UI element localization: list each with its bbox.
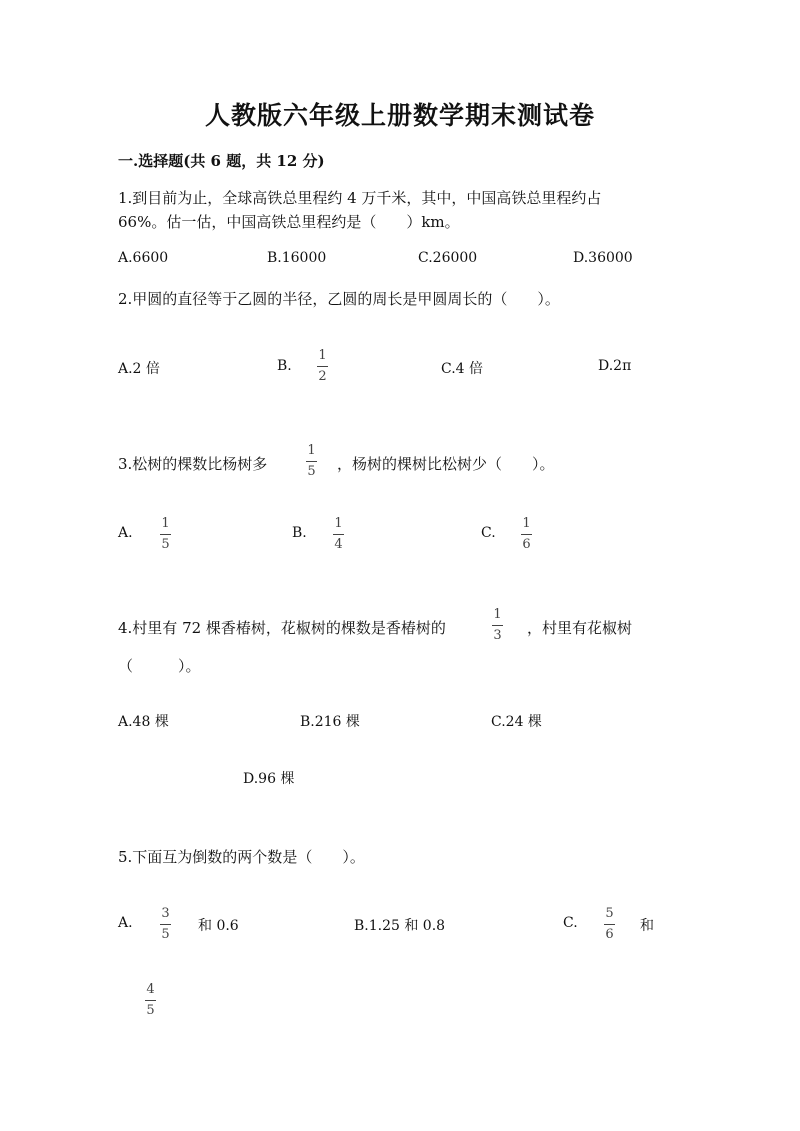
question-2-option-a: A.2 倍 [118, 361, 160, 377]
fraction-numerator: 3 [161, 906, 170, 921]
fraction-denominator: 5 [307, 464, 316, 479]
fraction-numerator: 1 [334, 516, 343, 531]
question-3-fraction [306, 444, 317, 479]
question-5-option-c-fraction [604, 907, 615, 942]
question-3-option-a-fraction [160, 517, 171, 552]
fraction-numerator: 1 [307, 443, 316, 458]
fraction-denominator: 5 [146, 1003, 155, 1018]
fraction-numerator: 1 [318, 348, 327, 363]
fraction-bar [317, 366, 328, 367]
question-4-option-c: C.24 棵 [491, 714, 542, 730]
question-3-option-b-fraction [333, 517, 344, 552]
fraction-denominator: 2 [318, 369, 327, 384]
question-4-option-b: B.216 棵 [300, 714, 360, 730]
question-4-option-a: A.48 棵 [118, 714, 169, 730]
question-5-option-b: B.1.25 和 0.8 [354, 918, 446, 934]
question-2-option-b: B. [277, 358, 292, 374]
question-1-option-b: B.16000 [267, 250, 327, 266]
question-5-option-c: C. [563, 915, 578, 931]
fraction-bar [521, 534, 532, 535]
question-1-option-c: C.26000 [418, 250, 478, 266]
question-4-text-post: ，村里有花椒树 [527, 619, 633, 637]
question-3-option-c: C. [481, 525, 496, 541]
fraction-bar [160, 534, 171, 535]
question-3-option-a: A. [118, 525, 133, 541]
fraction-denominator: 3 [493, 628, 502, 643]
question-1-option-a: A.6600 [118, 250, 169, 266]
question-4-text-pre: 4.村里有 72 棵香椿树，花椒树的棵数是香椿树的 [118, 619, 446, 637]
fraction-bar [145, 1000, 156, 1001]
fraction-numerator: 1 [493, 607, 502, 622]
question-1-line-1: 1.到目前为止，全球高铁总里程约 4 万千米，其中，中国高铁总里程约占 [118, 189, 602, 207]
question-3-text-post: ，杨树的棵树比松树少（ ）。 [337, 455, 555, 473]
page-title: 人教版六年级上册数学期末测试卷 [204, 101, 595, 130]
question-1-option-d: D.36000 [573, 250, 633, 266]
question-3-option-b: B. [292, 525, 307, 541]
question-5-option-c-suffix: 和 [640, 918, 654, 934]
fraction-numerator: 1 [522, 516, 531, 531]
question-3-option-c-fraction [521, 517, 532, 552]
question-5-option-c-second-fraction [145, 983, 156, 1018]
fraction-bar [604, 924, 615, 925]
question-2-option-d: D.2π [598, 358, 632, 374]
fraction-denominator: 6 [522, 537, 531, 552]
fraction-numerator: 5 [605, 906, 614, 921]
fraction-numerator: 4 [146, 982, 155, 997]
fraction-numerator: 1 [161, 516, 170, 531]
fraction-bar [306, 461, 317, 462]
question-5-option-a: A. [118, 915, 133, 931]
question-4-fraction [492, 608, 503, 643]
question-4-option-d: D.96 棵 [243, 771, 295, 787]
question-5-text: 5.下面互为倒数的两个数是（ ）。 [118, 848, 365, 866]
fraction-bar [492, 625, 503, 626]
fraction-bar [160, 924, 171, 925]
question-5-option-a-fraction [160, 907, 171, 942]
fraction-denominator: 5 [161, 927, 170, 942]
fraction-denominator: 5 [161, 537, 170, 552]
question-2-text: 2.甲圆的直径等于乙圆的半径，乙圆的周长是甲圆周长的（ ）。 [118, 290, 560, 308]
question-1-line-2: 66%。估一估，中国高铁总里程约是（ ）km。 [118, 213, 460, 231]
fraction-bar [333, 534, 344, 535]
question-4-line-2: （ ）。 [118, 657, 201, 675]
question-2-option-b-fraction [317, 349, 328, 384]
section-heading: 一.选择题(共 6 题，共 12 分) [118, 152, 325, 170]
fraction-denominator: 4 [334, 537, 343, 552]
question-5-option-a-suffix: 和 0.6 [198, 918, 239, 934]
fraction-denominator: 6 [605, 927, 614, 942]
question-3-text-pre: 3.松树的棵数比杨树多 [118, 455, 268, 473]
question-2-option-c: C.4 倍 [441, 361, 484, 377]
